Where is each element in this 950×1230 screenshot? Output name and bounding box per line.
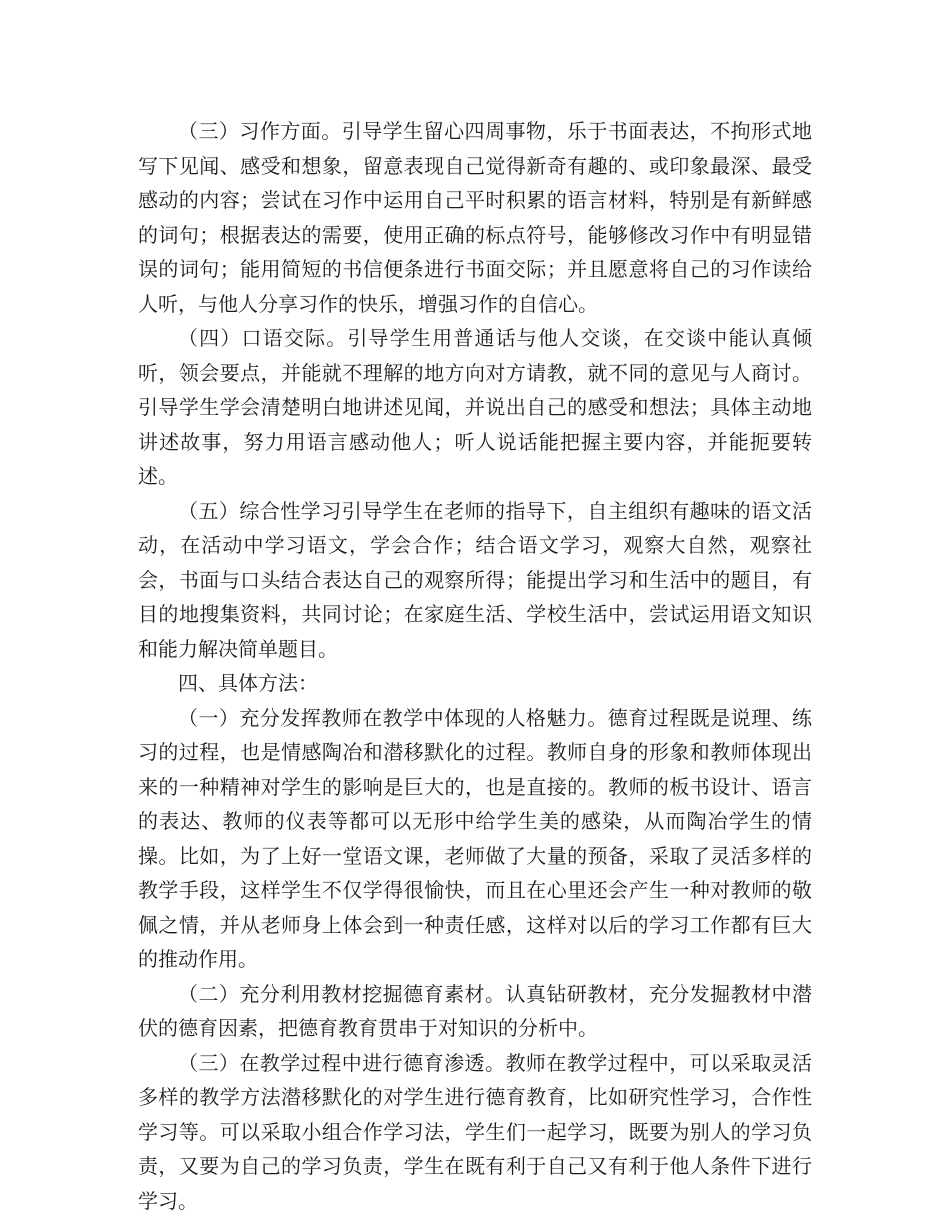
paragraph-textbook-materials: （二）充分利用教材挖掘德育素材。认真钻研教材，充分发掘教材中潜伏的德育因素，把德育教育贯串于对知识的分析中。 (138, 981, 812, 1040)
paragraph-writing: （三）习作方面。引导学生留心四周事物，乐于书面表达，不拘形式地写下见闻、感受和想象，留意表现自己觉得新奇有趣的、或印象最深、最受感动的内容；尝试在习作中运用自己平时积累的语言材料，特别是有新鲜感的词句；根据表达的需要，使用正确的标点符号，能够修改习作中有明显错误的词句；能用简短的书信便条进行书面交际；并且愿意将自己的习作读给人听，与他人分享习作的快乐，增强习作的自信心。 (138, 119, 812, 316)
paragraph-oral-communication: （四）口语交际。引导学生用普通话与他人交谈，在交谈中能认真倾听，领会要点，并能就不理解的地方向对方请教，就不同的意见与人商讨。引导学生学会清楚明白地讲述见闻，并说出自己的感受和想法；具体主动地讲述故事，努力用语言感动他人；听人说话能把握主要内容，并能扼要转述。 (138, 326, 812, 488)
paragraph-comprehensive-learning: （五）综合性学习引导学生在老师的指导下，自主组织有趣味的语文活动，在活动中学习语文，学会合作；结合语文学习，观察大自然，观察社会，书面与口头结合表达自己的观察所得；能提出学习和生活中的题目，有目的地搜集资料，共同讨论；在家庭生活、学校生活中，尝试运用语文知识和能力解决简单题目。 (138, 498, 812, 661)
document-body (138, 114, 812, 1218)
paragraph-teacher-charisma: （一）充分发挥教师在教学中体现的人格魅力。德育过程既是说理、练习的过程，也是情感陶冶和潜移默化的过程。教师自身的形象和教师体现出来的一种精神对学生的影响是巨大的，也是直接的。教师的板书设计、语言的表达、教师的仪表等都可以无形中给学生美的感染，从而陶冶学生的情操。比如，为了上好一堂语文课，老师做了大量的预备，采取了灵活多样的教学手段，这样学生不仅学得很愉快，而且在心里还会产生一种对教师的敬佩之情，并从老师身上体会到一种责任感，这样对以后的学习工作都有巨大的推动作用。 (138, 705, 812, 971)
paragraph-teaching-process: （三）在教学过程中进行德育渗透。教师在教学过程中，可以采取灵活多样的教学方法潜移默化的对学生进行德育教育，比如研究性学习，合作性学习等。可以采取小组合作学习法，学生们一起学习，既要为别人的学习负责，又要为自己的学习负责，学生在既有利于自己又有利于他人条件下进行学习。 (138, 1050, 812, 1213)
section-heading-methods: 四、具体方法： (178, 671, 318, 695)
